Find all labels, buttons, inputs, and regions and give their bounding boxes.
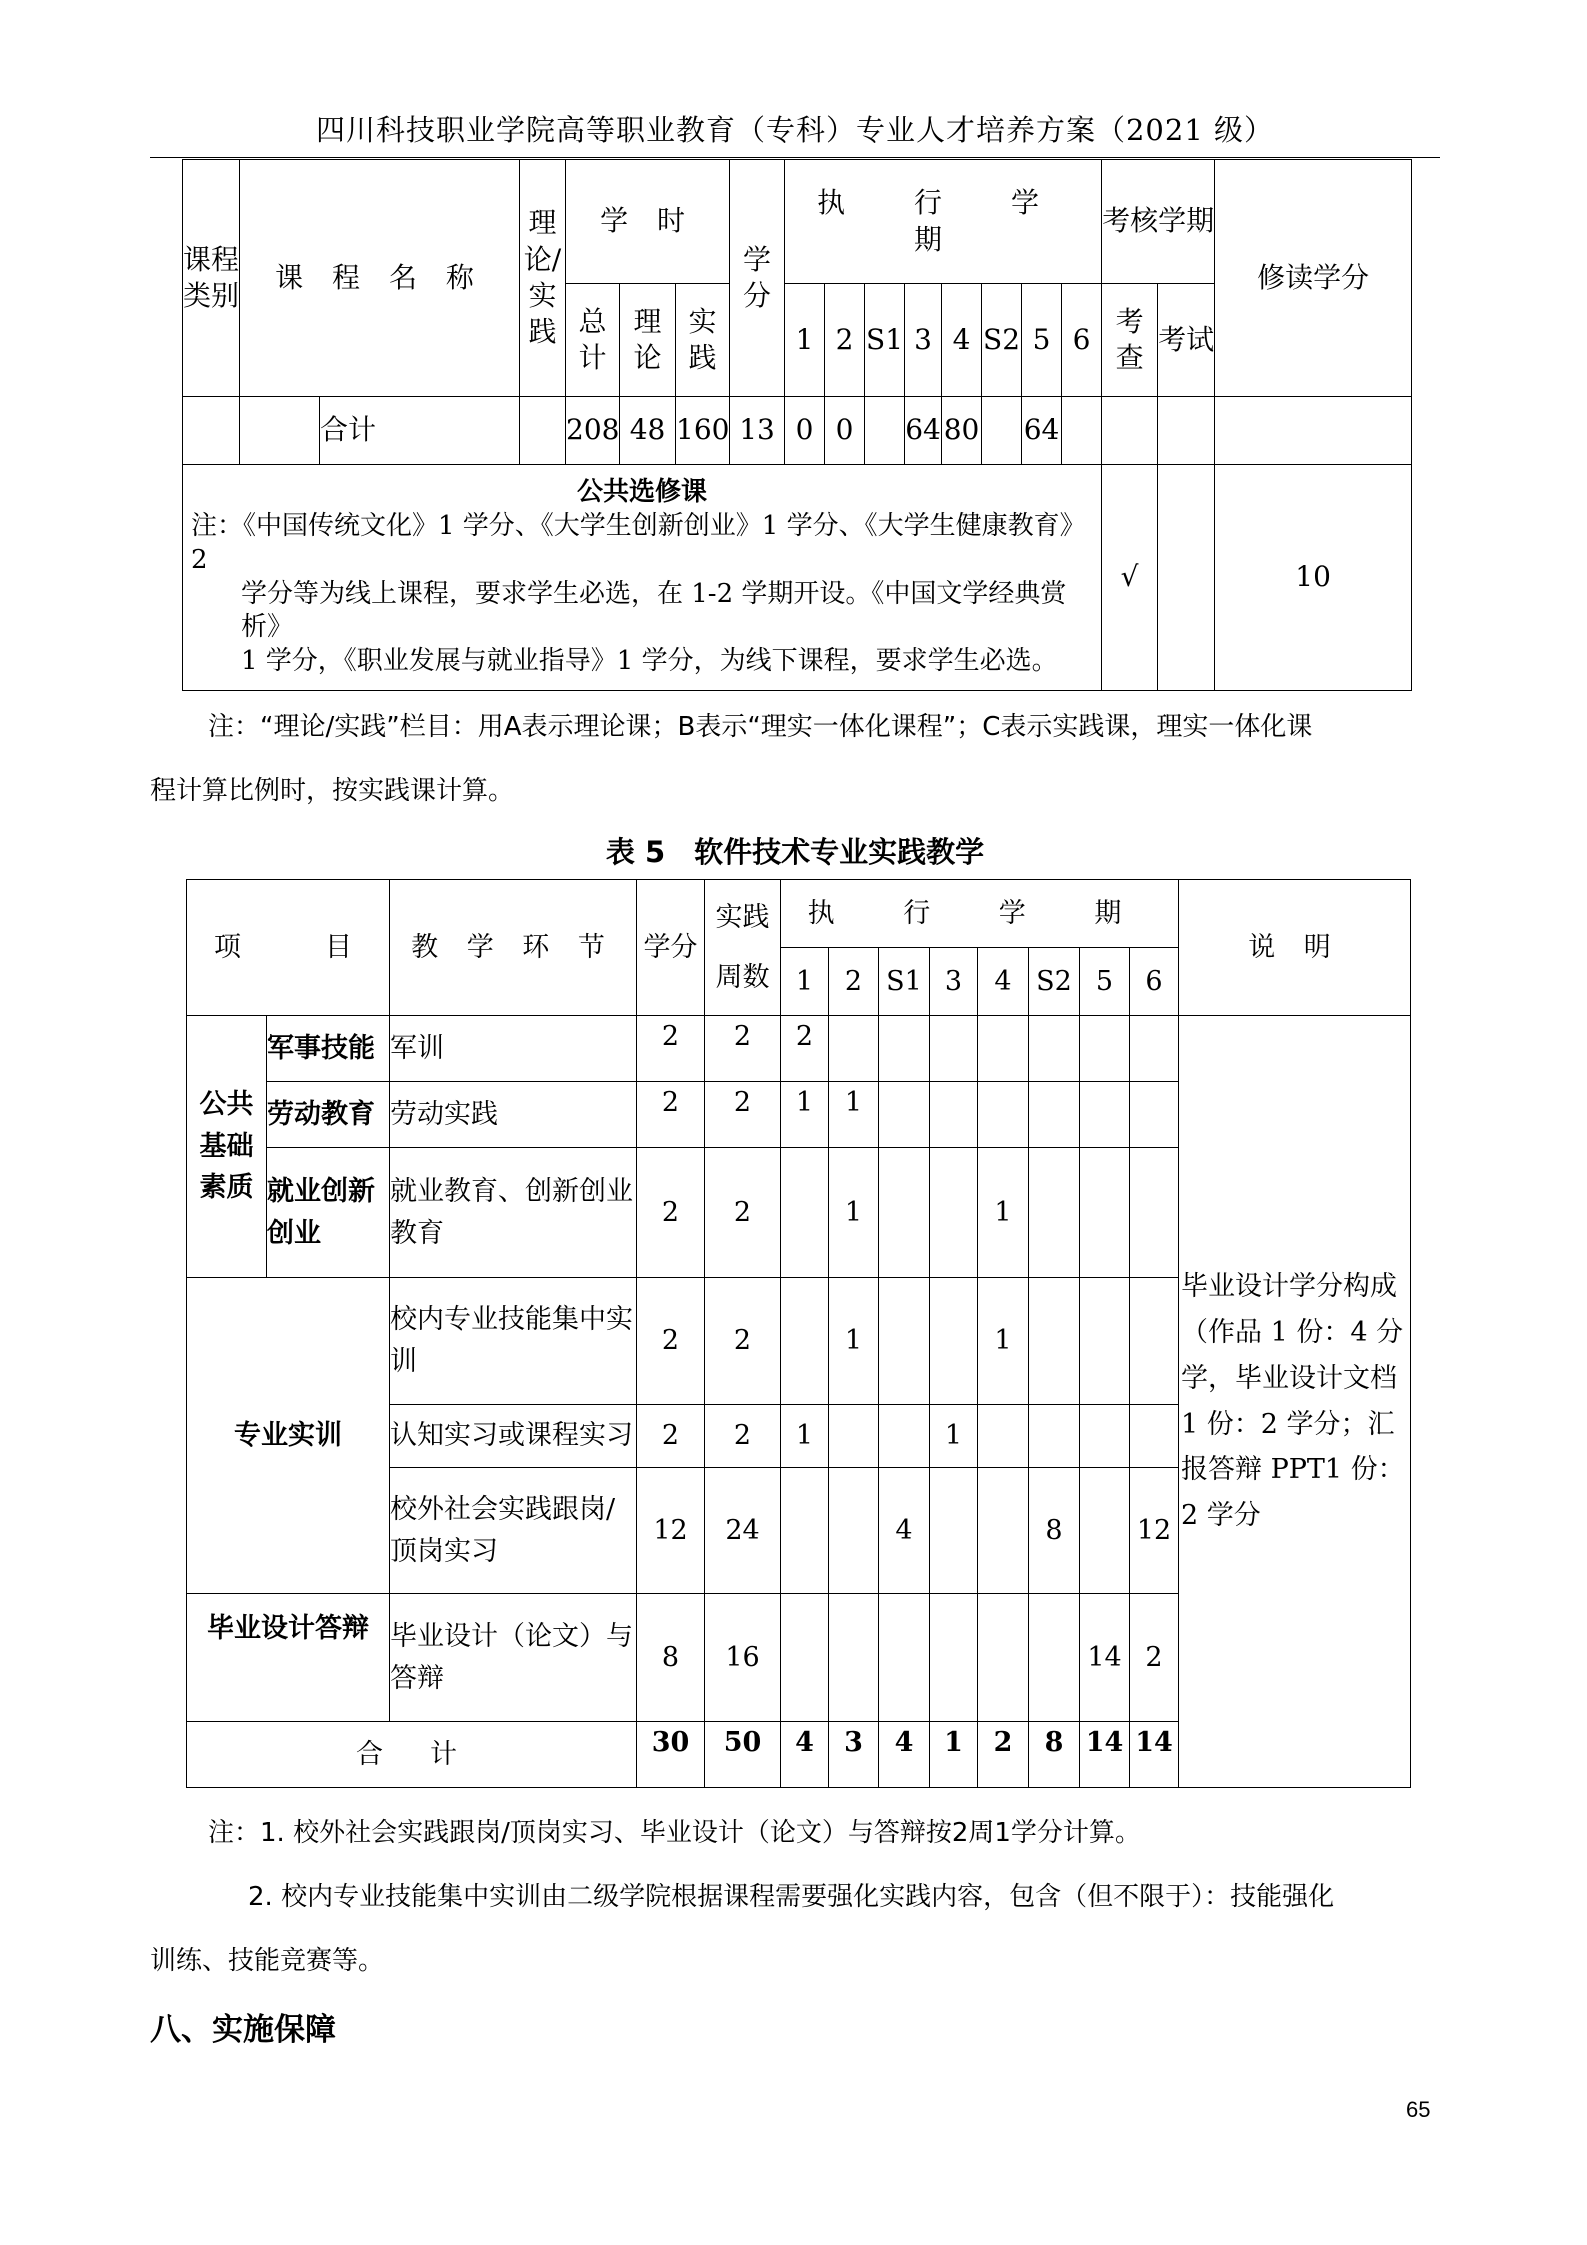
header-exam: 考核学期: [1102, 160, 1215, 284]
note-line: 2. 校内专业技能集中实训由二级学院根据课程需要强化实践内容，包含（但不限于）：技能强化: [248, 1882, 1335, 1912]
semester-value: [879, 1016, 930, 1082]
empty-cell: [520, 397, 566, 465]
total-theory: 48: [620, 397, 676, 465]
total-semester: 1: [930, 1722, 978, 1788]
semester-value: 64: [905, 397, 942, 465]
empty-cell: [1102, 397, 1158, 465]
empty-cell: [240, 397, 320, 465]
header-item: 项 目: [187, 880, 390, 1016]
credit-value: 2: [637, 1016, 705, 1082]
semester-value: 12: [1130, 1468, 1179, 1594]
credit-value: 2: [637, 1278, 705, 1405]
semester-value: [1029, 1148, 1080, 1278]
semester-value: 1: [930, 1405, 978, 1468]
semester-value: [879, 1148, 930, 1278]
total-label: 合 计: [187, 1722, 637, 1788]
semester-header: 6: [1130, 948, 1179, 1016]
total-label: 合计: [320, 397, 520, 465]
semester-value: 1: [781, 1082, 829, 1148]
header-credit: 学分: [637, 880, 705, 1016]
semester-value: 2: [1130, 1594, 1179, 1722]
semester-value: 8: [1029, 1468, 1080, 1594]
semester-value: 1: [781, 1405, 829, 1468]
semester-value: [1080, 1016, 1130, 1082]
teaching-link: 校外社会实践跟岗/顶岗实习: [390, 1468, 637, 1594]
subcategory: 就业创新创业: [267, 1148, 390, 1278]
header-description: 说 明: [1179, 880, 1411, 1016]
elective-note-line: 学分等为线上课程，要求学生必选，在 1-2 学期开设。《中国文学经典赏析》: [241, 578, 1067, 643]
semester-value: 14: [1080, 1594, 1130, 1722]
weeks-value: 2: [705, 1278, 781, 1405]
semester-value: [930, 1082, 978, 1148]
weeks-value: 24: [705, 1468, 781, 1594]
subcategory: 军事技能: [267, 1016, 390, 1082]
semester-value: 1: [978, 1278, 1029, 1405]
semester-value: [879, 1594, 930, 1722]
semester-value: [1062, 397, 1102, 465]
semester-value: [879, 1082, 930, 1148]
semester-value: [978, 1082, 1029, 1148]
semester-value: [930, 1016, 978, 1082]
semester-value: [781, 1148, 829, 1278]
header-study-credit: 修读学分: [1215, 160, 1412, 397]
semester-value: [930, 1468, 978, 1594]
semester-value: [829, 1016, 879, 1082]
semester-value: 64: [1022, 397, 1062, 465]
empty-cell: [1158, 465, 1215, 691]
header-course-name: 课 程 名 称: [240, 160, 520, 397]
total-semester: 4: [781, 1722, 829, 1788]
elective-check-mark: √: [1102, 465, 1158, 691]
total-semester: 4: [879, 1722, 930, 1788]
semester-value: [879, 1405, 930, 1468]
semester-value: [1080, 1468, 1130, 1594]
elective-title: 公共选修课: [577, 477, 708, 508]
semester-header: 3: [905, 284, 942, 397]
semester-value: [1130, 1016, 1179, 1082]
weeks-value: 2: [705, 1148, 781, 1278]
total-semester: 2: [978, 1722, 1029, 1788]
weeks-value: 2: [705, 1405, 781, 1468]
teaching-link: 劳动实践: [390, 1082, 637, 1148]
semester-value: [982, 397, 1022, 465]
semester-value: [930, 1278, 978, 1405]
total-semester: 14: [1080, 1722, 1130, 1788]
semester-value: [829, 1594, 879, 1722]
semester-header: 2: [829, 948, 879, 1016]
semester-header: 1: [785, 284, 825, 397]
header-weeks-line: 实践: [715, 901, 770, 933]
semester-value: [1029, 1594, 1080, 1722]
semester-header: 3: [930, 948, 978, 1016]
semester-value: 0: [825, 397, 865, 465]
semester-value: 1: [829, 1148, 879, 1278]
semester-value: [1080, 1405, 1130, 1468]
teaching-link: 毕业设计（论文）与答辩: [390, 1594, 637, 1722]
semester-header: 2: [825, 284, 865, 397]
semester-value: [1029, 1278, 1080, 1405]
semester-value: [1130, 1082, 1179, 1148]
semester-value: [879, 1278, 930, 1405]
semester-value: 2: [781, 1016, 829, 1082]
group-public-basic: 公共基础素质: [187, 1016, 267, 1278]
semester-value: [978, 1016, 1029, 1082]
header-hours: 学 时: [566, 160, 730, 284]
semester-header: S2: [982, 284, 1022, 397]
teaching-link: 校内专业技能集中实训: [390, 1278, 637, 1405]
empty-cell: [183, 397, 240, 465]
semester-header: S1: [865, 284, 905, 397]
semester-header: S2: [1029, 948, 1080, 1016]
semester-header: 5: [1022, 284, 1062, 397]
credit-value: 2: [637, 1148, 705, 1278]
practice-table: [186, 879, 1411, 1788]
credit-value: 2: [637, 1405, 705, 1468]
teaching-link: 认知实习或课程实习: [390, 1405, 637, 1468]
header-theory: 理论: [620, 284, 676, 397]
elective-note-line: 1 学分，《职业发展与就业指导》1 学分，为线下课程，要求学生必选。: [241, 646, 1058, 677]
semester-value: [865, 397, 905, 465]
total-credit: 30: [637, 1722, 705, 1788]
elective-note-cell: [183, 465, 1102, 691]
semester-value: [1130, 1405, 1179, 1468]
empty-cell: [1215, 397, 1412, 465]
semester-header: 4: [942, 284, 982, 397]
total-practice: 160: [676, 397, 730, 465]
semester-header: 4: [978, 948, 1029, 1016]
header-total: 总计: [566, 284, 620, 397]
total-hours: 208: [566, 397, 620, 465]
group-professional-training: 专业实训: [187, 1278, 390, 1594]
semester-value: [781, 1468, 829, 1594]
header-type: 理论/实践: [520, 160, 566, 397]
empty-cell: [1158, 397, 1215, 465]
credit-value: 8: [637, 1594, 705, 1722]
header-exam-check: 考查: [1102, 284, 1158, 397]
semester-value: [1080, 1082, 1130, 1148]
elective-note-line: 注：《中国传统文化》1 学分、《大学生创新创业》1 学分、《大学生健康教育》2: [191, 510, 1086, 575]
table-caption: 表 5 软件技术专业实践教学: [605, 835, 985, 869]
semester-value: [1029, 1082, 1080, 1148]
note-line: 程计算比例时，按实践课计算。: [150, 776, 515, 806]
credit-value: 2: [637, 1082, 705, 1148]
semester-value: 1: [978, 1148, 1029, 1278]
note-line: 注：1. 校外社会实践跟岗/顶岗实习、毕业设计（论文）与答辩按2周1学分计算。: [208, 1818, 1141, 1848]
weeks-value: 16: [705, 1594, 781, 1722]
note-line: 注：“理论/实践”栏目：用A表示理论课；B表示“理实一体化课程”；C表示实践课，理实一体化课: [208, 712, 1313, 742]
semester-value: [1029, 1405, 1080, 1468]
subcategory: 劳动教育: [267, 1082, 390, 1148]
semester-value: [978, 1468, 1029, 1594]
teaching-link: 就业教育、创新创业教育: [390, 1148, 637, 1278]
semester-value: [781, 1594, 829, 1722]
header-rule: [150, 157, 1440, 158]
semester-value: [1029, 1016, 1080, 1082]
semester-value: 1: [829, 1278, 879, 1405]
header-practice: 实践: [676, 284, 730, 397]
weeks-value: 2: [705, 1082, 781, 1148]
header-weeks: [705, 880, 781, 1016]
header-category: 课程类别: [183, 160, 240, 397]
elective-credit: 10: [1215, 465, 1412, 691]
semester-value: 80: [942, 397, 982, 465]
semester-value: [1130, 1148, 1179, 1278]
header-weeks-line: 周数: [715, 961, 770, 993]
header-semester: 执 行 学 期: [785, 160, 1102, 284]
teaching-link: 军训: [390, 1016, 637, 1082]
section-heading: 八、实施保障: [150, 2012, 336, 2048]
semester-header: 6: [1062, 284, 1102, 397]
semester-value: [1080, 1148, 1130, 1278]
semester-value: 4: [879, 1468, 930, 1594]
total-semester: 14: [1130, 1722, 1179, 1788]
semester-value: [781, 1278, 829, 1405]
course-table: [182, 159, 1412, 691]
header-link: 教 学 环 节: [390, 880, 637, 1016]
header-exam-test: 考试: [1158, 284, 1215, 397]
page-number: 65: [1406, 2097, 1431, 2122]
header-credit: 学分: [730, 160, 785, 397]
header-semester: 执 行 学 期: [781, 880, 1179, 948]
semester-value: [1130, 1278, 1179, 1405]
semester-header: 1: [781, 948, 829, 1016]
weeks-value: 2: [705, 1016, 781, 1082]
semester-header: 5: [1080, 948, 1130, 1016]
group-graduation-design: 毕业设计答辩: [187, 1594, 390, 1722]
note-line: 训练、技能竞赛等。: [150, 1946, 385, 1976]
semester-value: 0: [785, 397, 825, 465]
semester-value: [978, 1405, 1029, 1468]
total-semester: 8: [1029, 1722, 1080, 1788]
total-weeks: 50: [705, 1722, 781, 1788]
semester-value: [978, 1594, 1029, 1722]
total-semester: 3: [829, 1722, 879, 1788]
semester-value: [1080, 1278, 1130, 1405]
semester-value: 1: [829, 1082, 879, 1148]
semester-value: [930, 1594, 978, 1722]
semester-header: S1: [879, 948, 930, 1016]
description: 毕业设计学分构成（作品 1 份：4 分学，毕业设计文档 1 份：2 学分；汇报答辩 PPT1 份：2 学分: [1179, 1016, 1411, 1788]
page-header: 四川科技职业学院高等职业教育（专科）专业人才培养方案（2021 级）: [315, 113, 1275, 147]
total-credit: 13: [730, 397, 785, 465]
semester-value: [829, 1405, 879, 1468]
semester-value: [829, 1468, 879, 1594]
semester-value: [930, 1148, 978, 1278]
credit-value: 12: [637, 1468, 705, 1594]
